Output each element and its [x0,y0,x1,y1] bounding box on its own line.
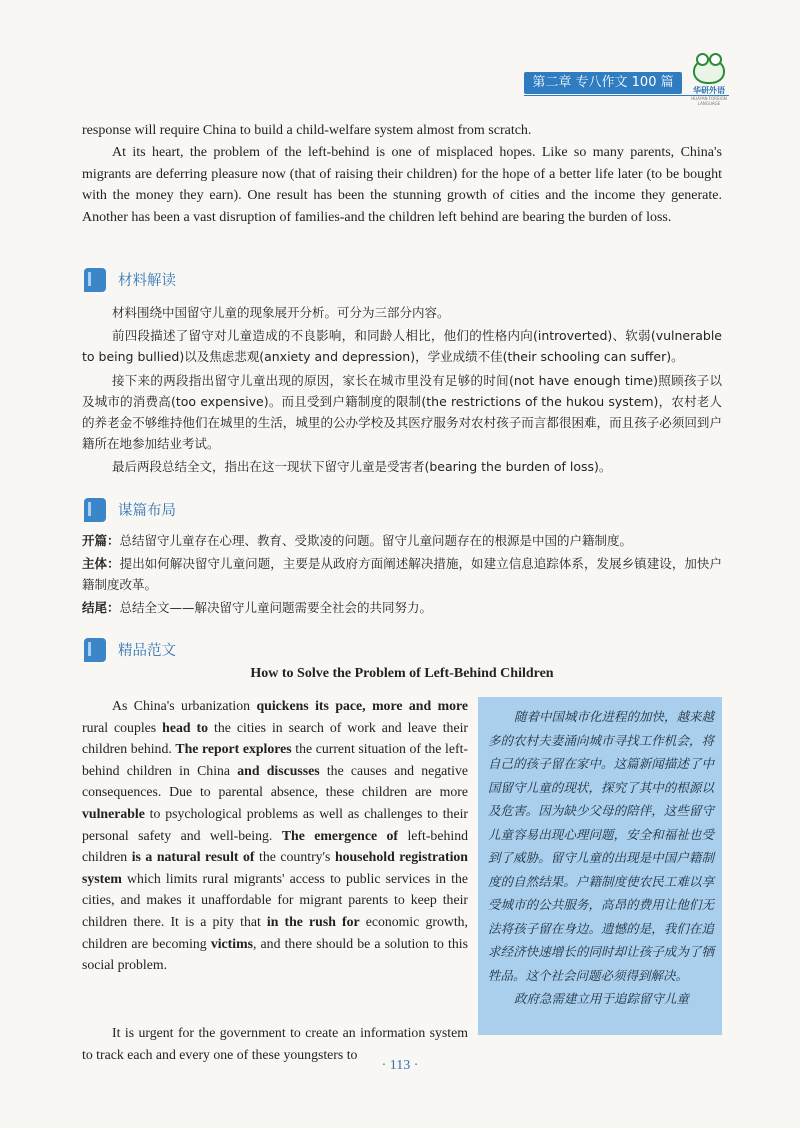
essay-highlight: The emergence of [281,827,399,843]
essay-text: to psychological problems as well as challenges to their personal safety and well-being. [82,805,468,843]
material-paragraph: 材料围绕中国留守儿童的现象展开分析。可分为三部分内容。 [112,305,450,320]
essay-text: left-behind children [82,827,468,865]
section-title: 精品范文 [118,643,176,659]
layout-item-opening [82,530,722,551]
essay-highlight: in the rush for [266,913,360,929]
essay-highlight: quickens its pace, more and more [256,698,469,713]
bookmark-icon [84,268,106,292]
essay-text: rural couples [82,719,163,735]
publisher-logo [684,58,734,106]
layout-text: 提出如何解决留守儿童问题，主要是从政府方面阐述解决措施，如建立信息追踪体系，发展乡镇建设，加快户籍制度改革。 [82,556,722,592]
layout-label: 开篇： [82,533,120,548]
chapter-label: 第二章 专八作文 100 篇 [524,72,682,94]
essay-title: How to Solve the Problem of Left-Behind Children [250,666,554,681]
essay-text: the country's [254,849,335,865]
intro-paragraph-1: response will require China to build a child-welfare system almost from scratch. [82,123,532,138]
essay-text: which limits rural migrants' access to public services in the cities, and makes it unaffordable for migrant parents to keep their children there. It is a pity that [82,870,468,929]
logo-subtext: HUAYAN FOREIGN LANGUAGE [691,96,727,106]
intro-paragraph-2: At its heart, the problem of the left-behind is one of misplaced hopes. Like so many parents, China's migrants are deferring pleasure now (that of raising their children) for the hope of a better life later (to be bought with the money they earn). One result has been the stunning growth of cities and the income they generate. Another has been a vast disruption of families-and the children left behind are bearing the burden of loss. [82,145,722,225]
material-paragraph: 最后两段总结全文，指出在这一现状下留守儿童是受害者(bearing the burden of loss)。 [112,459,612,474]
translation-paragraph-1: 随着中国城市化进程的加快，越来越多的农村夫妻涌向城市寻找工作机会，将自己的孩子留在家中。这篇新闻描述了中国留守儿童的现状，探究了其中的根源以及危害。因为缺少父母的陪伴，这些留守儿童容易出现心理问题，安全和福祉也受到了威胁。留守儿童的出现是中国户籍制度的自然结果。户籍制度使农民工难以享受城市的公共服务，高昂的费用让他们无法将孩子留在身边。遗憾的是，我们在追求经济快速增长的同时却让孩子成为了牺牲品。这个社会问题必须得到解决。 [488,709,715,983]
layout-label: 主体： [82,556,120,571]
logo-text: 华研外语 [693,86,725,95]
page-number: · 113 · [381,1058,419,1073]
frog-logo-icon [693,58,725,84]
layout-label: 结尾： [82,600,120,615]
essay-paragraph-1 [82,695,468,976]
layout-item-body [82,553,722,595]
essay-highlight: head to [162,719,209,735]
essay-highlight: victims [210,935,253,951]
section-title: 谋篇布局 [118,503,176,519]
essay-highlight: The report explores [175,741,292,757]
essay-text: the current situation of the left-behind children in China [82,741,469,778]
translation-box [478,697,722,1035]
essay-highlight: household registration system [82,849,468,886]
essay-text: the cities in search of work and leave their children behind. [82,719,469,757]
bookmark-icon [84,638,106,662]
essay-highlight: is a natural result of [131,849,255,865]
bookmark-icon [84,498,106,522]
essay-text: As China's urbanization [112,698,257,713]
essay-highlight: and discusses [237,762,320,778]
translation-paragraph-2: 政府急需建立用于追踪留守儿童 [514,991,690,1006]
essay-highlight: vulnerable [82,805,145,821]
section-title: 材料解读 [118,273,176,289]
layout-item-ending [82,597,722,618]
material-paragraph: 接下来的两段指出留守儿童出现的原因，家长在城市里没有足够的时间(not have enough time)照顾孩子以及城市的消费高(too expensive)。而且受到户籍制度的限制(the restrictions of the hukou system)，农村老人的养老金不够维持他们在城里的生活，城里的公办学校及其医疗服务对农村孩子而言都很困难，而且孩子必须回到户籍所在地参加结业考试。 [82,373,722,451]
essay-text: economic growth, children are becoming [82,913,468,951]
essay-paragraph-2: It is urgent for the government to create an information system to track each and every one of these youngsters to [82,1025,468,1062]
layout-text: 总结全文——解决留守儿童问题需要全社会的共同努力。 [119,600,433,615]
essay-text: the causes and negative consequences. Due to parental absence, these children are more [82,762,468,800]
material-paragraph: 前四段描述了留守对儿童造成的不良影响，和同龄人相比，他们的性格内向(introverted)、软弱(vulnerable to being bullied)以及焦虑悲观(anxiety and depression)，学业成绩不佳(their schooling can suffer)。 [82,328,722,364]
essay-text: , and there should be a solution to this social problem. [82,935,468,973]
layout-text: 总结留守儿童存在心理、教育、受欺凌的问题。留守儿童问题存在的根源是中国的户籍制度。 [119,533,633,548]
